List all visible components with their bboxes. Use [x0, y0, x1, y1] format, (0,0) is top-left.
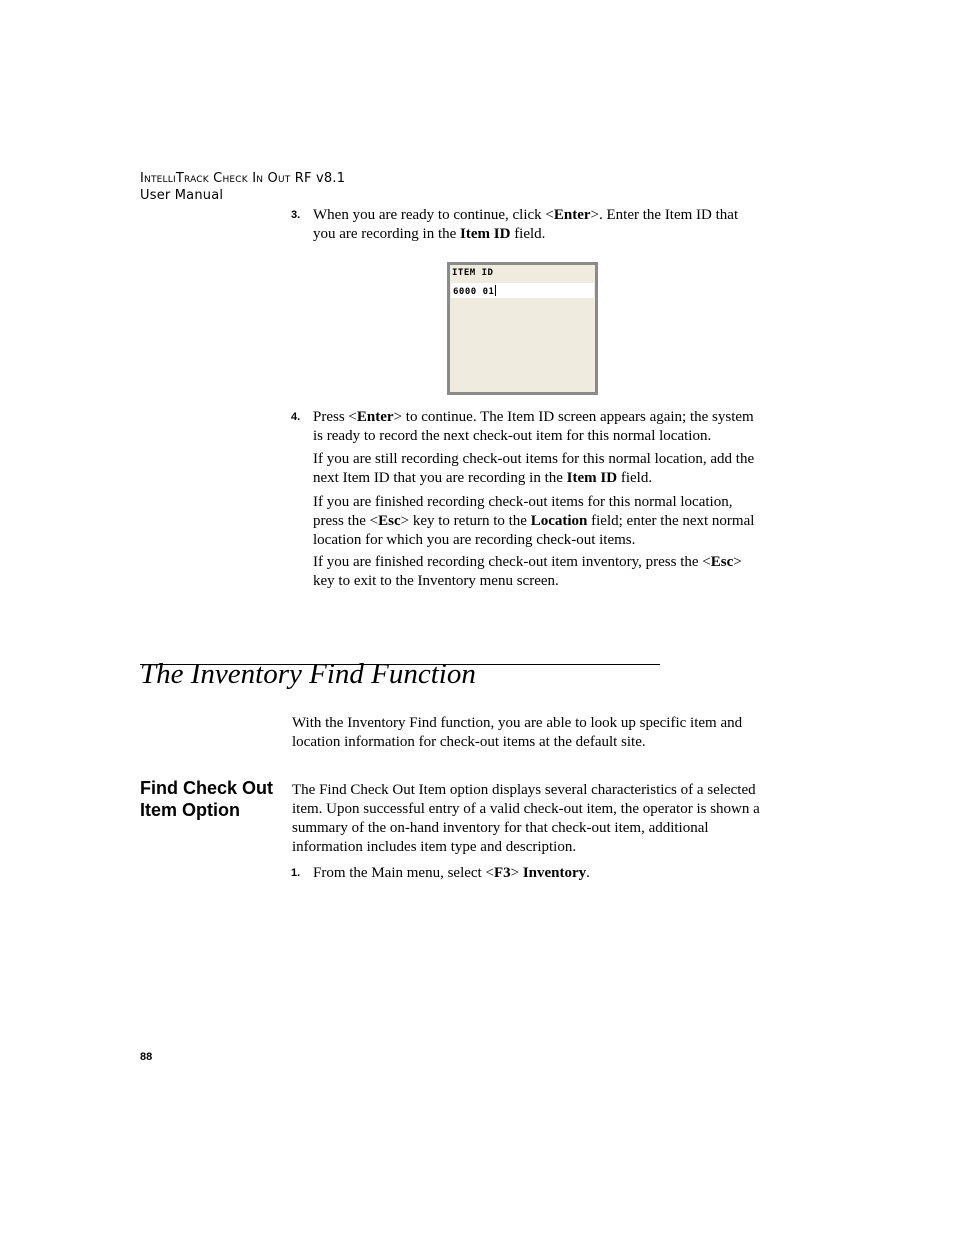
- step-number: 4.: [291, 411, 301, 423]
- step-number: 1.: [291, 867, 301, 879]
- step-3-text: When you are ready to continue, click <Enter>. Enter the Item ID that you are recording in the Item ID field.: [313, 207, 739, 242]
- item-id-value: 6000 01: [453, 287, 495, 297]
- step-4-subpara-2: If you are finished recording check-out items for this normal location, press the <Esc> key to return to the Location field; enter the next normal location for which you are recording check-out items.: [313, 494, 755, 548]
- section-title: The Inventory Find Function: [140, 658, 476, 690]
- subsection-title: Find Check Out Item Option: [140, 778, 274, 820]
- step-1-text: From the Main menu, select <F3> Inventory.: [313, 865, 590, 881]
- page-number: 88: [140, 1051, 153, 1063]
- step-4-subpara-1: If you are still recording check-out items for this normal location, add the next Item ID that you are recording in the Item ID field.: [313, 451, 755, 486]
- item-id-label: ITEM ID: [452, 268, 494, 278]
- running-header-product: IntelliTrack Check In Out RF v8.1: [140, 171, 346, 186]
- step-4-subpara-3: If you are finished recording check-out item inventory, press the <Esc> key to exit to the Inventory menu screen.: [313, 554, 742, 589]
- rf-device-screen: [447, 262, 598, 395]
- running-header-manual: User Manual: [140, 188, 224, 203]
- text-cursor: [495, 285, 496, 296]
- item-id-field[interactable]: [451, 283, 594, 298]
- step-number: 3.: [291, 209, 301, 221]
- step-4-text: Press <Enter> to continue. The Item ID screen appears again; the system is ready to record the next check-out item for this normal location.: [313, 409, 754, 444]
- section-intro: With the Inventory Find function, you are able to look up specific item and location information for check-out items at the default site.: [292, 715, 743, 750]
- subsection-text: The Find Check Out Item option displays several characteristics of a selected item. Upon successful entry of a valid check-out item, the operator is shown a summary of the on-hand inventory for that check-out item, additional information includes item type and description.: [292, 782, 760, 855]
